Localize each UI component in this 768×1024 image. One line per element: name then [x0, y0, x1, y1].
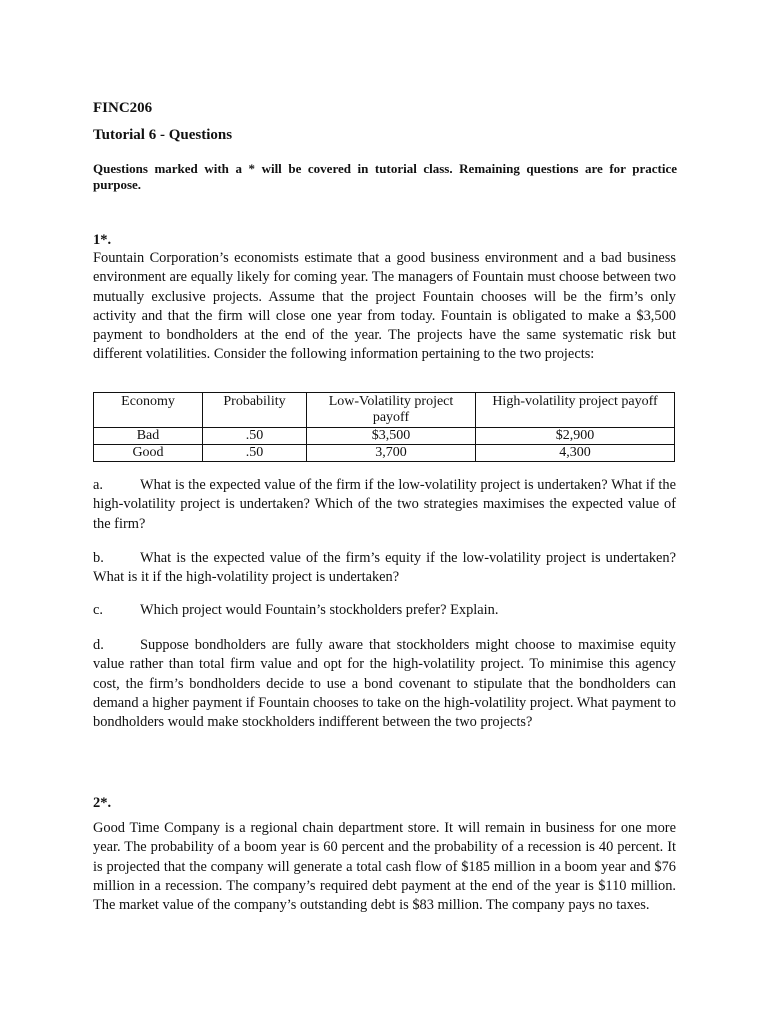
table-cell: .50 — [203, 445, 307, 462]
question-1-intro: Fountain Corporation’s economists estimate that a good business environment and a bad business environment are equally likely for coming year. The managers of Fountain must choose between two mutually exclusive projects. Assume that the project Fountain chooses will be the firm’s only activity and that the firm will close one year from today. Fountain is obligated to make a $3,500 payment to bondholders at the end of the year. The projects have the same systematic risk but different volatilities. Consider the following information pertaining to the two projects: — [93, 250, 676, 363]
course-code: FINC206 — [93, 100, 153, 116]
question-1b — [93, 549, 676, 588]
table-row — [94, 428, 675, 445]
table-cell: Bad — [94, 428, 203, 445]
question-1-number: 1*. — [93, 232, 112, 248]
table-cell: $3,500 — [307, 428, 476, 445]
instructions-note: Questions marked with a * will be covered in tutorial class. Remaining questions are for practice purpose. — [93, 161, 677, 192]
tutorial-title: Tutorial 6 - Questions — [93, 127, 233, 143]
question-2-text: Good Time Company is a regional chain department store. It will remain in business for one more year. The probability of a boom year is 60 percent and the probability of a recession is 40 percent. It is projected that the company will generate a total cash flow of $185 million in a boom year and $76 million in a recession. The company’s required debt payment at the end of the year is $110 million. The market value of the company’s outstanding debt is $83 million. The company pays no taxes. — [93, 820, 676, 914]
part-text: What is the expected value of the firm’s equity if the low-volatility project is undertaken? What is it if the high-volatility project is undertaken? — [93, 550, 676, 586]
part-text: Which project would Fountain’s stockholders prefer? Explain. — [140, 602, 499, 618]
table-header-high-volatility: High-volatility project payoff — [476, 393, 675, 428]
table-cell: 4,300 — [476, 445, 675, 462]
table-cell: Good — [94, 445, 203, 462]
table-header-low-volatility: Low-Volatility project payoff — [307, 393, 476, 428]
part-text: Suppose bondholders are fully aware that stockholders might choose to maximise equity value rather than total firm value and opt for the high-volatility project. To minimise this agency cost, the firm’s bondholders decide to use a bond covenant to stipulate that the bondholders can demand a higher payment if Fountain chooses to take on the high-volatility project. What payment to bondholders would make stockholders indifferent between the two projects? — [93, 637, 676, 731]
table-cell: .50 — [203, 428, 307, 445]
part-label: a. — [93, 477, 103, 493]
table-header-economy: Economy — [94, 393, 203, 428]
question-1d — [93, 636, 676, 732]
table-cell: $2,900 — [476, 428, 675, 445]
part-label: c. — [93, 602, 103, 618]
table-header-probability: Probability — [203, 393, 307, 428]
question-1c — [93, 601, 676, 620]
question-2-number: 2*. — [93, 795, 112, 811]
part-text: What is the expected value of the firm if the low-volatility project is undertaken? What if the high-volatility project is undertaken? Which of the two strategies maximises the expected value of the firm? — [93, 477, 676, 532]
table-row — [94, 445, 675, 462]
table-header-row — [94, 393, 675, 428]
question-1a — [93, 476, 676, 534]
part-label: d. — [93, 637, 104, 653]
table-cell: 3,700 — [307, 445, 476, 462]
part-label: b. — [93, 550, 104, 566]
payoff-table — [93, 392, 675, 462]
